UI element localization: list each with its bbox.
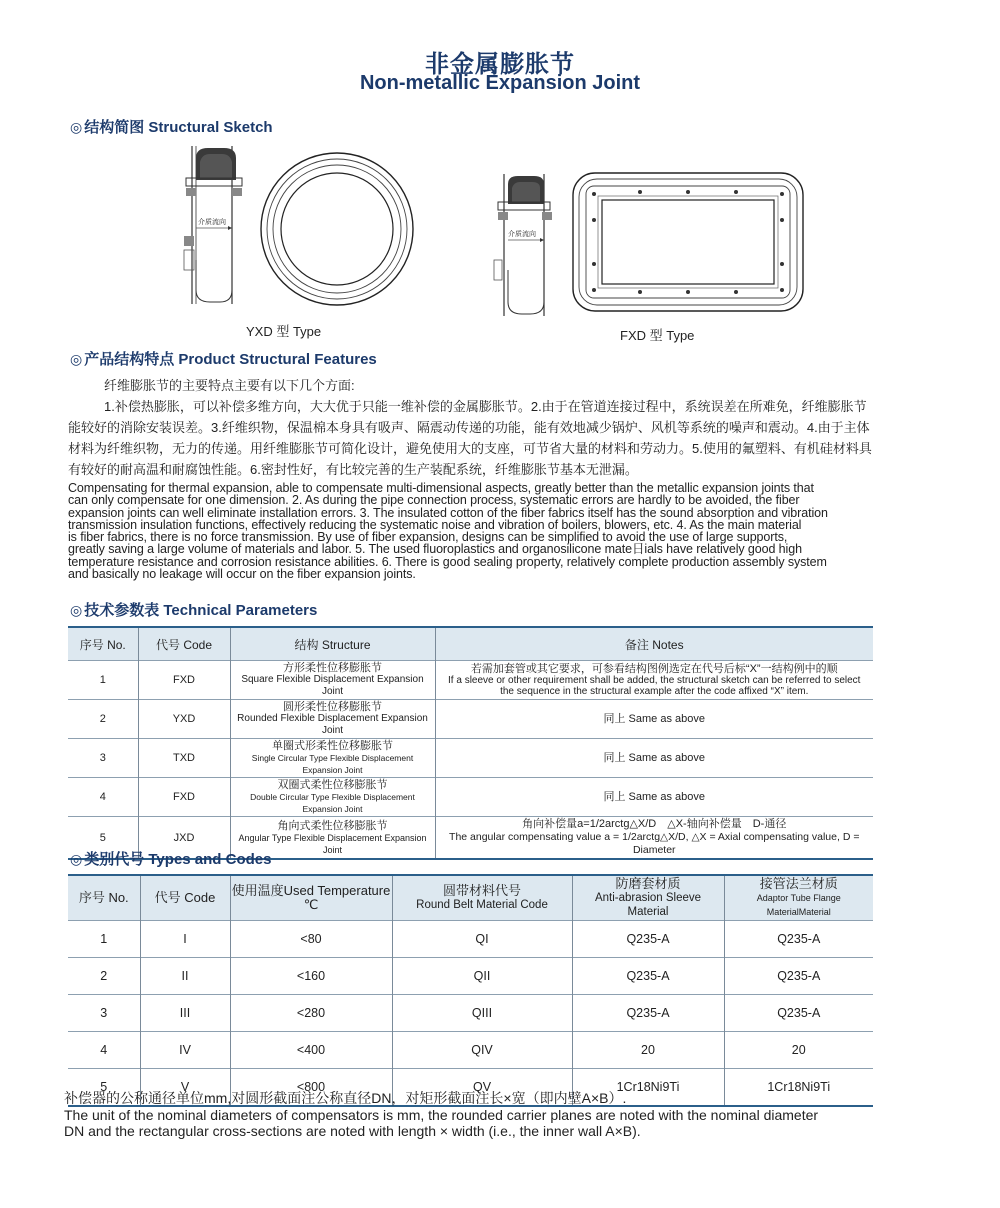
col-header-temperature: 使用温度Used Temperature ℃ <box>230 875 392 921</box>
cell-notes: 角向补偿量a=1/2arctg△X/D △X-轴向补偿量 D-通径 The angular compensating value a = 1/2arctg△X/D, △X = Axial compensating value, D = Diameter <box>435 817 873 860</box>
features-en-line: expansion joints can well eliminate installation errors. 3. The insulated cotton of the fiber fabrics itself has the sound absorption and vibration <box>68 505 828 520</box>
cell: 2 <box>68 958 140 995</box>
features-en-line: is fiber fabrics, there is no force transmission. By use of fiber expansion, designs can be simplified to avoid the use of large supports, <box>68 530 788 545</box>
cell: 20 <box>724 1032 873 1069</box>
section-heading-technical: ◎ 技术参数表 Technical Parameters <box>70 602 318 619</box>
technical-parameters-table <box>68 626 873 860</box>
col-header-round-belt: 圆带材料代号 Round Belt Material Code <box>392 875 572 921</box>
col-header-code: 代号 Code <box>138 627 230 661</box>
col-header-no: 序号 No. <box>68 627 138 661</box>
table-row <box>68 995 873 1032</box>
cell-no: 4 <box>68 778 138 817</box>
cell-structure: 方形柔性位移膨胀节 Square Flexible Displacement Expansion Joint <box>230 661 435 700</box>
features-en-line: can only compensate for one dimension. 2. As during the pipe connection process, systematic errors are hardly to be avoided, the fiber <box>68 493 800 508</box>
cell: II <box>140 958 230 995</box>
cell: QV <box>392 1069 572 1107</box>
cell: Q235-A <box>724 921 873 958</box>
features-en-paragraph <box>68 482 878 580</box>
cell-code: YXD <box>138 700 230 739</box>
features-en-line: greatly saving a large volume of materials and labor. 5. The used fluoroplastics and organosilicone mate日ials have relatively good high <box>68 542 802 557</box>
cell-structure: 圆形柔性位移膨胀节 Rounded Flexible Displacement Expansion Joint <box>230 700 435 739</box>
footnote-en: The unit of the nominal diameters of compensators is mm, the rounded carrier planes are noted with the nominal diameter DN and the rectangular cross-sections are noted with length × width (i.e., the inner wall A×B). <box>64 1107 819 1139</box>
cell-structure: 单圈式形柔性位移膨胀节 Single Circular Type Flexible Displacement Expansion Joint <box>230 739 435 778</box>
table-row <box>68 661 873 700</box>
circle-bullet-icon: ◎ <box>70 851 83 867</box>
cell: III <box>140 995 230 1032</box>
cell: IV <box>140 1032 230 1069</box>
cell: V <box>140 1069 230 1107</box>
flow-direction-label: 介质流向 <box>508 230 536 238</box>
cell-notes: 同上 Same as above <box>435 739 873 778</box>
cell: 4 <box>68 1032 140 1069</box>
features-cn-line: 纤维膨胀节的主要特点主要有以下几个方面: <box>104 378 355 393</box>
table-header-row <box>68 627 873 661</box>
cell-code: FXD <box>138 661 230 700</box>
section-heading-sketch: ◎ 结构简图 Structural Sketch <box>70 119 273 136</box>
circle-bullet-icon: ◎ <box>70 119 83 135</box>
cell: <400 <box>230 1032 392 1069</box>
cell-code: FXD <box>138 778 230 817</box>
section-heading-features: ◎ 产品结构特点 Product Structural Features <box>70 351 377 368</box>
col-header-notes: 备注 Notes <box>435 627 873 661</box>
table-row <box>68 1032 873 1069</box>
fxd-side-view-drawing <box>490 170 560 320</box>
cell: <280 <box>230 995 392 1032</box>
cell: 1 <box>68 921 140 958</box>
circle-bullet-icon: ◎ <box>70 602 83 618</box>
yxd-front-view-drawing <box>258 150 416 308</box>
table-row <box>68 921 873 958</box>
table-header-row <box>68 875 873 921</box>
col-header-structure: 结构 Structure <box>230 627 435 661</box>
cell-structure: 双圈式柔性位移膨胀节 Double Circular Type Flexible Displacement Expansion Joint <box>230 778 435 817</box>
col-header-no: 序号 No. <box>68 875 140 921</box>
col-header-flange: 接管法兰材质 Adaptor Tube Flange MaterialMaterial <box>724 875 873 921</box>
cell-structure: 角向式柔性位移膨胀节 Angular Type Flexible Displacement Expansion Joint <box>230 817 435 860</box>
table-row <box>68 778 873 817</box>
features-en-line: transmission insulation functions, effectively reducing the systematic noise and vibration of boilers, blowers, etc. 4. As the main material <box>68 517 802 532</box>
cell: Q235-A <box>724 958 873 995</box>
cell: QIV <box>392 1032 572 1069</box>
cell-notes: 若需加套管或其它要求，可参看结构图例选定在代号后标“X”一结构例中的顺 If a sleeve or other requirement shall be added, the structural sketch can be referred to select the sequence in the structural example after the code affixed “X” item. <box>435 661 873 700</box>
cell: 5 <box>68 1069 140 1107</box>
cell: QII <box>392 958 572 995</box>
features-en-line: and basically no leakage will occur on the fiber expansion joints. <box>68 567 416 582</box>
cell: QIII <box>392 995 572 1032</box>
features-cn-line: 1.补偿热膨胀，可以补偿多维方向，大大优于只能一维补偿的金属膨胀节。2.由于在管道连接过程中，系统误差在所难免，纤维膨胀节 <box>104 399 867 414</box>
yxd-caption: YXD 型 Type <box>246 324 322 339</box>
cell-no: 5 <box>68 817 138 860</box>
features-en-line: temperature resistance and corrosion resistance abilities. 6. There is good sealing property, relatively complete production assembly system <box>68 554 827 569</box>
yxd-side-view-drawing <box>172 140 252 310</box>
cell: Q235-A <box>724 995 873 1032</box>
cell-code: TXD <box>138 739 230 778</box>
cell-notes: 同上 Same as above <box>435 700 873 739</box>
features-cn-line: 有较好的耐高温和耐腐蚀性能。6.密封性好，有比较完善的生产装配系统，纤维膨胀节基本无泄漏。 <box>68 462 638 477</box>
cell-no: 3 <box>68 739 138 778</box>
features-en-line: Compensating for thermal expansion, able to compensate multi-dimensional aspects, greatly better than the metallic expansion joints that <box>68 481 814 495</box>
cell: 1Cr18Ni9Ti <box>724 1069 873 1107</box>
col-header-code: 代号 Code <box>140 875 230 921</box>
page-title-cn: 非金属膨胀节 <box>425 51 575 78</box>
table-row <box>68 700 873 739</box>
features-cn-line: 能较好的消除安装误差。3.纤维织物，保温棉本身具有吸声、隔震动传递的功能，能有效地减少锅炉、风机等系统的噪声和震动。4.由于主体 <box>68 420 870 435</box>
cell-no: 1 <box>68 661 138 700</box>
table-row <box>68 958 873 995</box>
cell: 3 <box>68 995 140 1032</box>
fxd-caption: FXD 型 Type <box>620 328 695 343</box>
cell: Q235-A <box>572 921 724 958</box>
cell: QI <box>392 921 572 958</box>
circle-bullet-icon: ◎ <box>70 351 83 367</box>
types-codes-table <box>68 874 873 1107</box>
cell-code: JXD <box>138 817 230 860</box>
cell: Q235-A <box>572 995 724 1032</box>
cell: 1Cr18Ni9Ti <box>572 1069 724 1107</box>
cell: <800 <box>230 1069 392 1107</box>
cell: Q235-A <box>572 958 724 995</box>
cell: 20 <box>572 1032 724 1069</box>
footnote-cn: 补偿器的公称通径单位mm,对圆形截面注公称直径DN，对矩形截面注长×宽（即内壁A×B）. <box>64 1090 627 1106</box>
features-cn-line: 材料为纤维织物，无力的传递。用纤维膨胀节可简化设计，避免使用大的支座，可节省大量的材料和劳动力。5.使用的氟塑料、有机硅材料具 <box>68 441 872 456</box>
cell-no: 2 <box>68 700 138 739</box>
col-header-sleeve: 防磨套材质 Anti-abrasion Sleeve Material <box>572 875 724 921</box>
cell: <160 <box>230 958 392 995</box>
fxd-front-view-drawing <box>570 170 806 314</box>
table-row <box>68 739 873 778</box>
cell: I <box>140 921 230 958</box>
page-title-en: Non-metallic Expansion Joint <box>359 72 641 94</box>
cell: <80 <box>230 921 392 958</box>
flow-direction-label: 介质流向 <box>198 218 226 226</box>
cell-notes: 同上 Same as above <box>435 778 873 817</box>
section-heading-types: ◎ 类别代号 Types and Codes <box>70 851 272 868</box>
